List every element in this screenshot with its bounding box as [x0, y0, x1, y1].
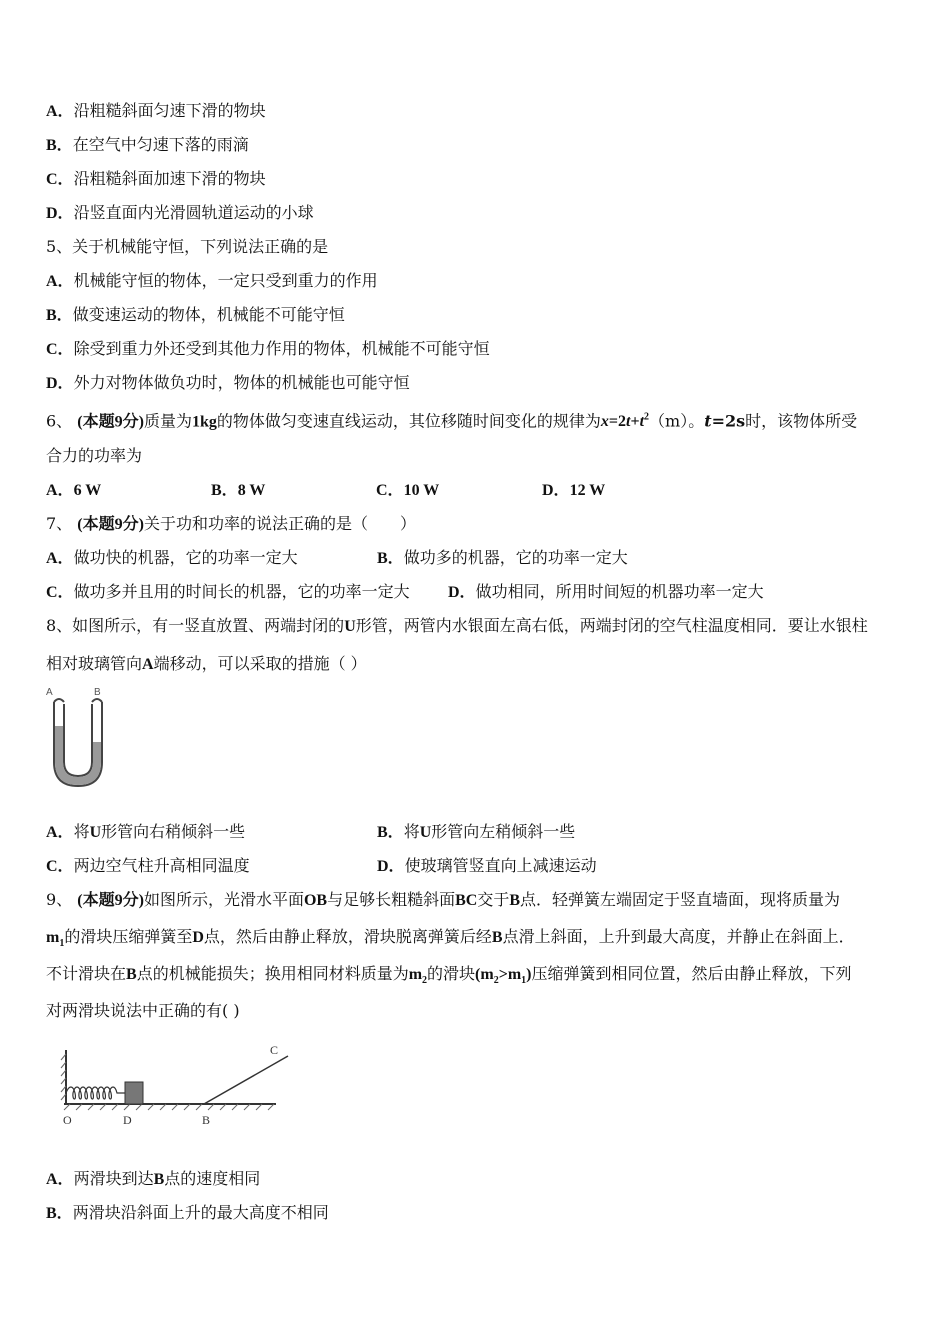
option-text: 两边空气柱升高相同温度 [73, 856, 250, 875]
label-d: D [123, 1113, 132, 1127]
var-t: t [704, 411, 712, 431]
question-number: 9、 [46, 890, 73, 909]
option-label: B． [211, 482, 238, 499]
q7-option-a [46, 548, 298, 569]
q4-option-c [46, 169, 266, 190]
spring [66, 1087, 125, 1099]
tube-label-a: A [46, 687, 53, 698]
u-tube-figure [44, 684, 114, 794]
formula-part: =2 [608, 413, 627, 431]
text: 的物体做匀变速直线运动，其位移随时间变化的规律为 [216, 411, 601, 431]
q9-stem-line1 [46, 890, 840, 911]
option-text: 沿粗糙斜面匀速下滑的物块 [73, 101, 266, 120]
tube-label-b: B [94, 687, 101, 698]
point-b: B [509, 892, 521, 909]
text: 质量为 [143, 411, 192, 431]
q6-stem [46, 408, 857, 432]
option-label: B． [46, 307, 73, 324]
text: 点的机械能损失；换用相同材料质量为 [136, 964, 409, 983]
var-t: t [626, 413, 631, 431]
point-b: B [153, 1171, 165, 1188]
q7-option-c [46, 582, 410, 603]
option-label: A． [46, 273, 74, 290]
option-label: A． [46, 550, 74, 567]
tube-top-left [54, 699, 64, 702]
question-number: 7、 [46, 514, 73, 533]
q7-option-b [377, 548, 628, 569]
q9-stem-line3 [46, 964, 852, 991]
text: m [408, 966, 423, 983]
option-text: 机械能守恒的物体，一定只受到重力的作用 [73, 271, 378, 290]
option-label: C． [46, 171, 74, 188]
text: 交于 [477, 890, 510, 909]
text: 如图所示，光滑水平面 [143, 890, 304, 909]
option-label: A． [46, 103, 74, 120]
score-tag: (本题9分) [77, 516, 144, 533]
u-letter: U [344, 618, 356, 635]
score-tag: (本题9分) [77, 413, 144, 431]
mass-m1 [46, 929, 65, 950]
q8-option-a [46, 822, 245, 843]
formula-part: + [630, 413, 640, 431]
q6-option-a [46, 480, 101, 501]
formula [601, 413, 649, 430]
option-text: 做变速运动的物体，机械能不可能守恒 [72, 305, 345, 324]
subscript: 1 [59, 938, 65, 950]
subscript: 2 [493, 975, 499, 987]
question-number: 6、 [46, 411, 73, 431]
text: 点的速度相同 [164, 1169, 261, 1188]
q6-option-b [211, 480, 265, 501]
q4-option-b [46, 135, 249, 156]
option-text: 在空气中匀速下落的雨滴 [72, 135, 249, 154]
q9-option-b [46, 1203, 329, 1224]
slope-bc [204, 1056, 288, 1104]
seg-ob: OB [303, 892, 328, 909]
q5-stem [46, 237, 328, 257]
option-text: 外力对物体做负功时，物体的机械能也可能守恒 [73, 373, 410, 392]
q8-option-d [377, 856, 597, 877]
question-text: 对两滑块说法中正确的有( ) [46, 1001, 240, 1020]
tube-inner [64, 704, 92, 776]
text: 将 [403, 822, 420, 841]
mass-value: 1kg [191, 413, 217, 431]
q6-stem-line2 [46, 446, 142, 466]
option-label: D． [46, 375, 74, 392]
option-text: 做功多的机器，它的功率一定大 [403, 548, 628, 567]
option-label: D． [377, 858, 405, 875]
option-value: 12 W [569, 482, 606, 499]
option-label: A． [46, 824, 74, 841]
q8-stem [46, 616, 868, 637]
text: 将 [73, 822, 90, 841]
text: 端移动，可以采取的措施（ ） [153, 654, 367, 673]
q6-option-c [376, 480, 439, 501]
label-b: B [202, 1113, 211, 1127]
q6-option-d [542, 480, 605, 501]
option-label: A． [46, 482, 74, 499]
text: 形管向左稍倾斜一些 [431, 822, 576, 841]
end-label: A [142, 656, 154, 673]
text: 时，该物体所受 [745, 411, 858, 431]
text: (m [475, 966, 494, 983]
u-letter: U [419, 824, 432, 841]
q8-option-c [46, 856, 250, 877]
option-text: 除受到重力外还受到其他力作用的物体，机械能不可能守恒 [73, 339, 490, 358]
text: 点．轻弹簧左端固定于竖直墙面，现将质量为 [520, 890, 841, 909]
time-value: =2s [711, 411, 746, 431]
option-value: 8 W [237, 482, 266, 499]
q8-option-b [377, 822, 575, 843]
q9-option-a [46, 1169, 260, 1190]
text: 的滑块压缩弹簧至 [64, 927, 193, 946]
question-text: 合力的功率为 [46, 446, 143, 465]
point-b: B [126, 966, 137, 983]
subscript: 2 [422, 975, 428, 987]
option-label: C． [46, 858, 74, 875]
text: 相对玻璃管向 [46, 654, 143, 673]
var-x: x [600, 413, 609, 431]
text: 与足够长粗糙斜面 [327, 890, 456, 909]
option-label: A． [46, 1171, 74, 1188]
option-label: C． [376, 482, 404, 499]
option-label: D． [542, 482, 570, 499]
tube-top-right [92, 699, 102, 702]
question-text: 关于功和功率的说法正确的是（ ） [143, 514, 416, 533]
subscript: 1 [521, 975, 527, 987]
option-value: 6 W [73, 482, 102, 499]
label-c: C [270, 1043, 279, 1057]
exponent: 2 [644, 412, 650, 423]
option-text: 沿粗糙斜面加速下滑的物块 [73, 169, 266, 188]
text: ) [526, 966, 532, 983]
text: 压缩弹簧到相同位置，然后由静止释放，下列 [531, 964, 852, 983]
var-t: t [639, 413, 645, 431]
mass-compare [475, 966, 532, 987]
slider-block [125, 1082, 143, 1104]
option-text: 沿竖直面内光滑圆轨道运动的小球 [73, 203, 314, 222]
spring-slope-figure [56, 1040, 296, 1132]
option-label: B． [377, 550, 404, 567]
q9-stem-line2 [46, 927, 855, 954]
text: 点，然后由静止释放，滑块脱离弹簧后经 [203, 927, 492, 946]
option-label: B． [46, 137, 73, 154]
q8-stem-line2 [46, 654, 367, 675]
option-text: 使玻璃管竖直向上减速运动 [404, 856, 597, 875]
point-b: B [491, 929, 503, 946]
option-text: 做功多并且用的时间长的机器，它的功率一定大 [73, 582, 410, 601]
u-letter: U [89, 824, 102, 841]
q7-option-d [448, 582, 764, 603]
mass-m2 [408, 966, 428, 987]
score-tag: (本题9分) [77, 892, 144, 909]
text: 点滑上斜面，上升到最大高度，并静止在斜面上． [502, 927, 855, 946]
text: 8、如图所示，有一竖直放置、两端封闭的 [46, 616, 345, 635]
q7-stem [46, 514, 416, 535]
q5-option-d [46, 373, 410, 394]
q5-option-b [46, 305, 345, 326]
option-label: C． [46, 584, 74, 601]
text: 两滑块到达 [73, 1169, 154, 1188]
text: 不计滑块在 [46, 964, 127, 983]
text: >m [498, 966, 522, 983]
text: 的滑块 [427, 964, 476, 983]
option-text: 两滑块沿斜面上升的最大高度不相同 [72, 1203, 329, 1222]
q4-option-a [46, 101, 266, 122]
text: 形管向右稍倾斜一些 [101, 822, 246, 841]
option-text: 做功相同，所用时间短的机器功率一定大 [475, 582, 764, 601]
option-label: B． [377, 824, 404, 841]
seg-bc: BC [455, 892, 478, 909]
option-label: B． [46, 1205, 73, 1222]
option-label: C． [46, 341, 74, 358]
text: （m）。 [649, 411, 705, 431]
option-label: D． [46, 205, 74, 222]
question-text: 5、关于机械能守恒，下列说法正确的是 [46, 237, 329, 256]
point-d: D [192, 929, 204, 946]
q5-option-c [46, 339, 490, 360]
option-value: 10 W [403, 482, 440, 499]
label-o: O [63, 1113, 72, 1127]
option-label: D． [448, 584, 476, 601]
option-text: 做功快的机器，它的功率一定大 [73, 548, 298, 567]
text: m [46, 929, 60, 946]
q4-option-d [46, 203, 314, 224]
q9-stem-line4 [46, 1001, 240, 1021]
q5-option-a [46, 271, 378, 292]
text: 形管，两管内水银面左高右低，两端封闭的空气柱温度相同．要让水银柱 [355, 616, 868, 635]
